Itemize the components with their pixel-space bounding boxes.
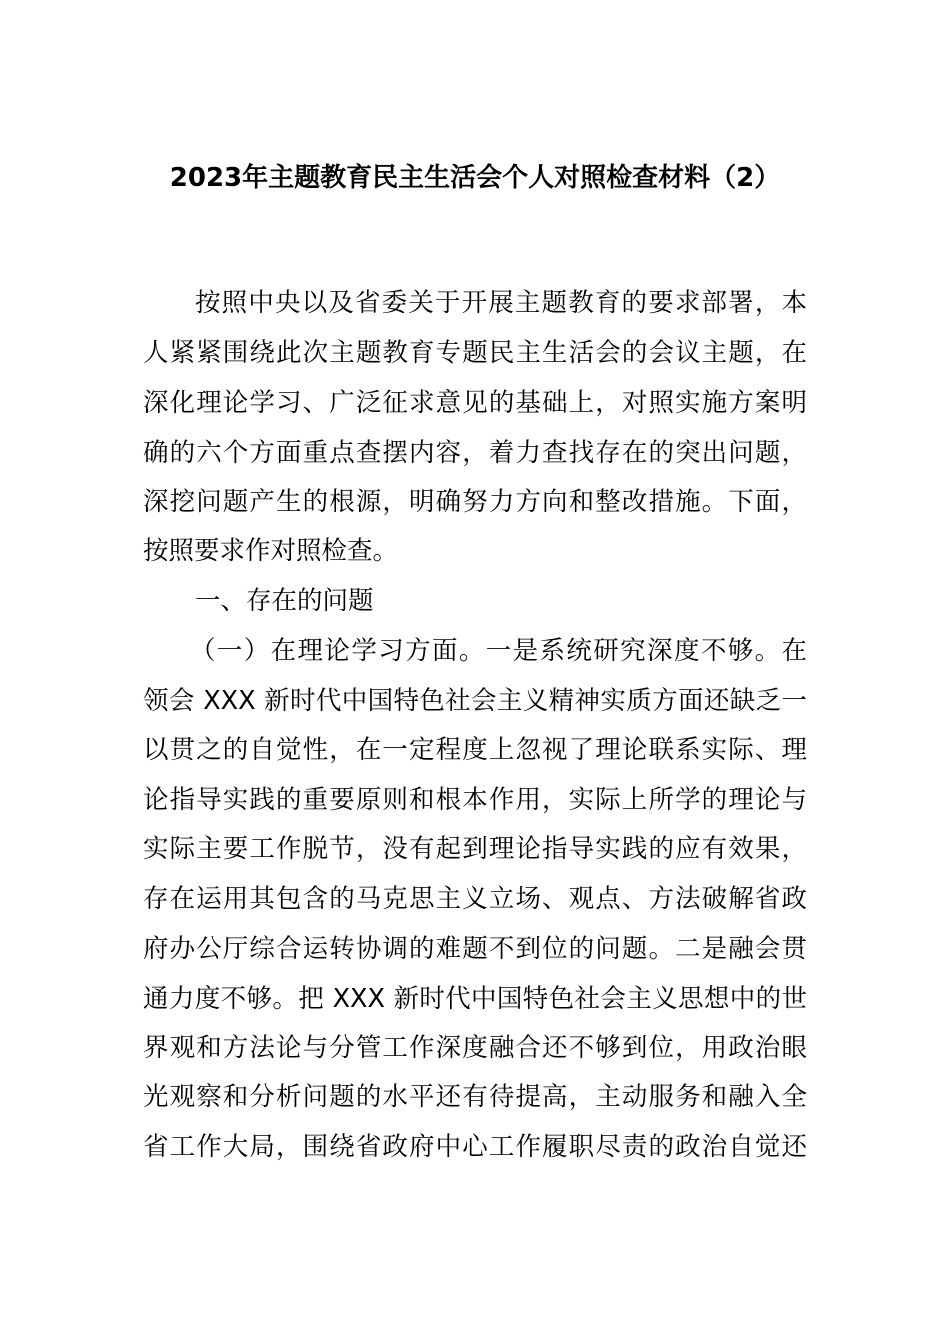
paragraph-line: 光观察和分析问题的水平还有待提高，主动服务和融入全 (143, 1082, 807, 1112)
paragraph-line: 界观和方法论与分管工作深度融合还不够到位，用政治眼 (143, 1033, 807, 1063)
paragraph-line: 省工作大局，围绕省政府中心工作履职尽责的政治自觉还 (143, 1132, 807, 1162)
paragraph-line: 确的六个方面重点查摆内容，着力查找存在的突出问题， (143, 438, 807, 468)
paragraph-line: 按照中央以及省委关于开展主题教育的要求部署，本 (195, 288, 807, 318)
paragraph-line: 通力度不够。把 XXX 新时代中国特色社会主义思想中的世 (143, 984, 807, 1014)
paragraph-line: 府办公厅综合运转协调的难题不到位的问题。二是融会贯 (143, 934, 807, 964)
paragraph-line: 按照要求作对照检查。 (143, 536, 399, 566)
paragraph-line: 实际主要工作脱节，没有起到理论指导实践的应有效果， (143, 834, 807, 864)
paragraph-line: （一）在理论学习方面。一是系统研究深度不够。在 (190, 636, 807, 666)
paragraph-line: 存在运用其包含的马克思主义立场、观点、方法破解省政 (143, 884, 807, 914)
paragraph-line: 论指导实践的重要原则和根本作用，实际上所学的理论与 (143, 785, 807, 815)
section-heading: 一、存在的问题 (195, 586, 374, 616)
paragraph-line: 人紧紧围绕此次主题教育专题民主生活会的会议主题，在 (143, 338, 807, 368)
paragraph-line: 以贯之的自觉性，在一定程度上忽视了理论联系实际、理 (143, 735, 807, 765)
paragraph-line: 领会 XXX 新时代中国特色社会主义精神实质方面还缺乏一 (143, 686, 807, 716)
document-title: 2023年主题教育民主生活会个人对照检查材料（2） (169, 163, 781, 193)
paragraph-line: 深化理论学习、广泛征求意见的基础上，对照实施方案明 (143, 388, 807, 418)
paragraph-line: 深挖问题产生的根源，明确努力方向和整改措施。下面， (143, 487, 807, 517)
